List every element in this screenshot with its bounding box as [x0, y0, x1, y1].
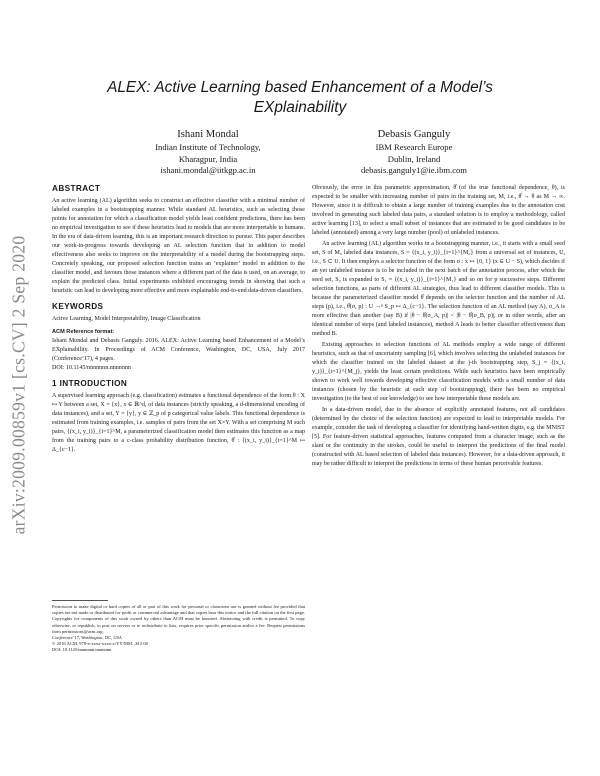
author-location: Kharagpur, India — [178, 153, 238, 164]
arxiv-identifier-text: arXiv:2009.00859v1 [cs.CV] 2 Sep 2020 — [8, 235, 29, 535]
right-paragraph-2: An active learning (AL) algorithm works in a bootstrapping manner, i.e., it starts with a small seed set, S of M₀ labeled data instances, S = {(x_i, y_i)}_{i=1}^{M₀} from a universal set of instances, U, i.e., S ⊂ U. It then employs a selector function of the form σ : x ↦ {0, 1} (x ∈ U − S), which decides if an yet unlabeled instance is to be included in the next batch of the annotation process, after which the seed set, S₀ is expanded to S₁ = {(x_i, y_i)}_{i=1}^{M₁} and so on for p successive steps. Different selection functions, as parts of different AL strategies, thus lead to different classifier models. This is because the parameterized classifier model θ̂ depends on the selector function and the number of AL steps (p), i.e., θ̂(σ, p) : U →ᵖ S_p ↦ Δ_{c−1}. The selection function of an AL method (say A), σ_A is more effective than another (say B) if |θ − θ̂(σ_A, p)| < |θ − θ̂(σ_B, p)|, or in other words, after an identical number of steps (and labeled instances), method A leads to better classifier effectiveness than method B. — [312, 241, 565, 338]
conference-line: Conference’17, Washington, DC, USA — [52, 635, 122, 641]
abstract-text: An active learning (AL) algorithm seeks to construct an effective classifier with a minimal number of labeled examples in a bootstrapping manner. While standard AL heuristics, such as selecting those points for annotation for which a classification model yields least confident predictions, there has been no empirical investigation to see if these heuristics lead to models that are more interpretable to humans. In the era of data-driven learning, this is an important research direction to pursue. This paper describes our work-in-progress towards developing an AL selection function that in addition to model effectiveness also seeks to improve on the interpretability of a model during the bootstrapping steps. Concretely speaking, our proposed selection function trains an ‘explainer’ model in addition to the classifier model, and favours those instances where a different part of the data is used, on an average, to explain the predicted class. Initial experiments exhibited encouraging trends in showing that such a heuristic can lead to developing more effective and more explainable end-to-end data-driven classifiers. — [52, 198, 305, 295]
paper-title — [60, 78, 540, 118]
left-column — [52, 184, 305, 457]
introduction-text: A supervised learning approach (e.g. classification) estimates a functional dependence of the form θ : X ↦ Y between a set, X = {x}, x ∈ ℝ^d, of data instances (strictly speaking, a d-dimensional encoding of data instances), and a set, Y = {y}, y ∈ ℤ_p of p categorical value labels. This functional dependence is estimated from training examples, i.e. samples of pairs from the set X×Y. With a set comprising M such pairs, {(x_i, y_i)}_{i=1}^M, a parameterized classification model then estimates this function as a map from the training pairs to a c-class probability distribution function, θ̂ : {(x_i, y_i)}_{i=1}^M ↦ Δ_{c−1}. — [52, 393, 305, 454]
acm-reference-doi: DOI: 10.1145/nnnnnnn.nnnnnnn — [52, 365, 131, 372]
abstract-heading: ABSTRACT — [52, 184, 101, 193]
title-line-1: ALEX: Active Learning based Enhancement of a Model’s — [107, 79, 493, 96]
author-email[interactable]: ishani.mondal@iitkgp.ac.in — [160, 165, 256, 176]
right-paragraph-1: Obviously, the error in this parametric approximation, θ̂ (of the true functional dependence, θ), is expected to be smaller with increasing number of pairs in the training set, M, i.e., θ̂ → θ as M → ∞. However, since it is difficult to obtain a large number of training examples due to the annotation cost involved in generating such labeled data pairs, a standard solution is to employ a methodology, called active learning [13], to select a small subset of instances that are estimated to be good candidates to be labeled (annotated) among a very large number (pool) of unlabeled instances. — [312, 185, 565, 237]
copyright-line: © 2016 ACM. 978-x-xxxx-xxxx-x/YY/MM...$15.00 — [52, 641, 148, 647]
keywords-heading: KEYWORDS — [52, 302, 104, 312]
author-affiliation: Indian Institute of Technology, — [155, 142, 261, 152]
author-affiliation: IBM Research Europe — [375, 142, 453, 152]
keywords-text: Active Learning, Model Interpretability, Image Classification — [52, 316, 201, 323]
author-location: Dublin, Ireland — [387, 153, 441, 164]
author-email[interactable]: debasis.ganguly1@ie.ibm.com — [360, 165, 467, 176]
arxiv-identifier — [4, 200, 34, 570]
acm-reference-text: Ishani Mondal and Debasis Ganguly. 2016. ALEX: Active Learning based Enhancement of a Model’s EXplainability. In Proceedings of ACM Conference, Washington, DC, USA, July 2017 (Conference’17), 4 pages. — [52, 338, 305, 363]
right-paragraph-4: In a data-driven model, due to the absence of explicitly annotated features, not all candidates (determined by the choice of the selection function) are expected to lead to interpretable models. For example, consider the task of developing a classifier for identifying hand-written digits, e.g. the MNIST [5]. For feature-driven statistical approaches, features computed from a character image, such as the slant or the continuity in the strokes, could be useful to interpret the predictions of the final model (constructed with AL based selection of labeled data instances). However, for a data-driven approach, it may be rather difficult to interpret the predictions in terms of these human perceivable features. — [312, 407, 565, 468]
footnote-rule — [52, 600, 108, 601]
permission-notice: Permission to make digital or hard copies of all or part of this work for personal or classroom use is granted without fee provided that copies are not made or distributed for profit or commercial advantage and that copies bear this notice and the full citation on the first page. Copyrights for components of this work owned by others than ACM must be honored. Abstracting with credit is permitted. To copy otherwise, or republish, to post on servers or to redistribute to lists, requires prior specific permission and/or a fee. Request permissions from permissions@acm.org. — [52, 604, 305, 634]
right-column — [312, 184, 565, 471]
author-name: Debasis Ganguly — [377, 129, 451, 140]
right-paragraph-3: Existing approaches to selection functions of AL methods employ a wide range of different heuristics, such as that of uncertainty sampling [6], which involves selecting the unlabeled instances for which the classifier trained on the labeled dataset at the j-th bootstrapping step, S_j = {(x_i, y_i)}_{i=1}^{M_j}, yields the least certain predictions. While such heuristics have been empirically shown to work well towards developing effective classification models with a small number of data instances (chosen by the heuristic at each step of bootstrapping), there has been no empirical investigation (to the best of our knowledge) to see how interpretable these models are. — [312, 342, 565, 403]
acm-reference-heading: ACM Reference format: — [52, 329, 115, 336]
author-block-2 — [314, 128, 514, 177]
footnote-doi: DOI: 10.1145/nnnnnnn.nnnnnnn — [52, 647, 112, 653]
title-line-2: EXplainability — [253, 99, 347, 116]
author-block-1 — [108, 128, 308, 177]
author-name: Ishani Mondal — [177, 129, 239, 140]
introduction-heading: 1 INTRODUCTION — [52, 379, 128, 389]
copyright-footnote — [52, 604, 305, 654]
